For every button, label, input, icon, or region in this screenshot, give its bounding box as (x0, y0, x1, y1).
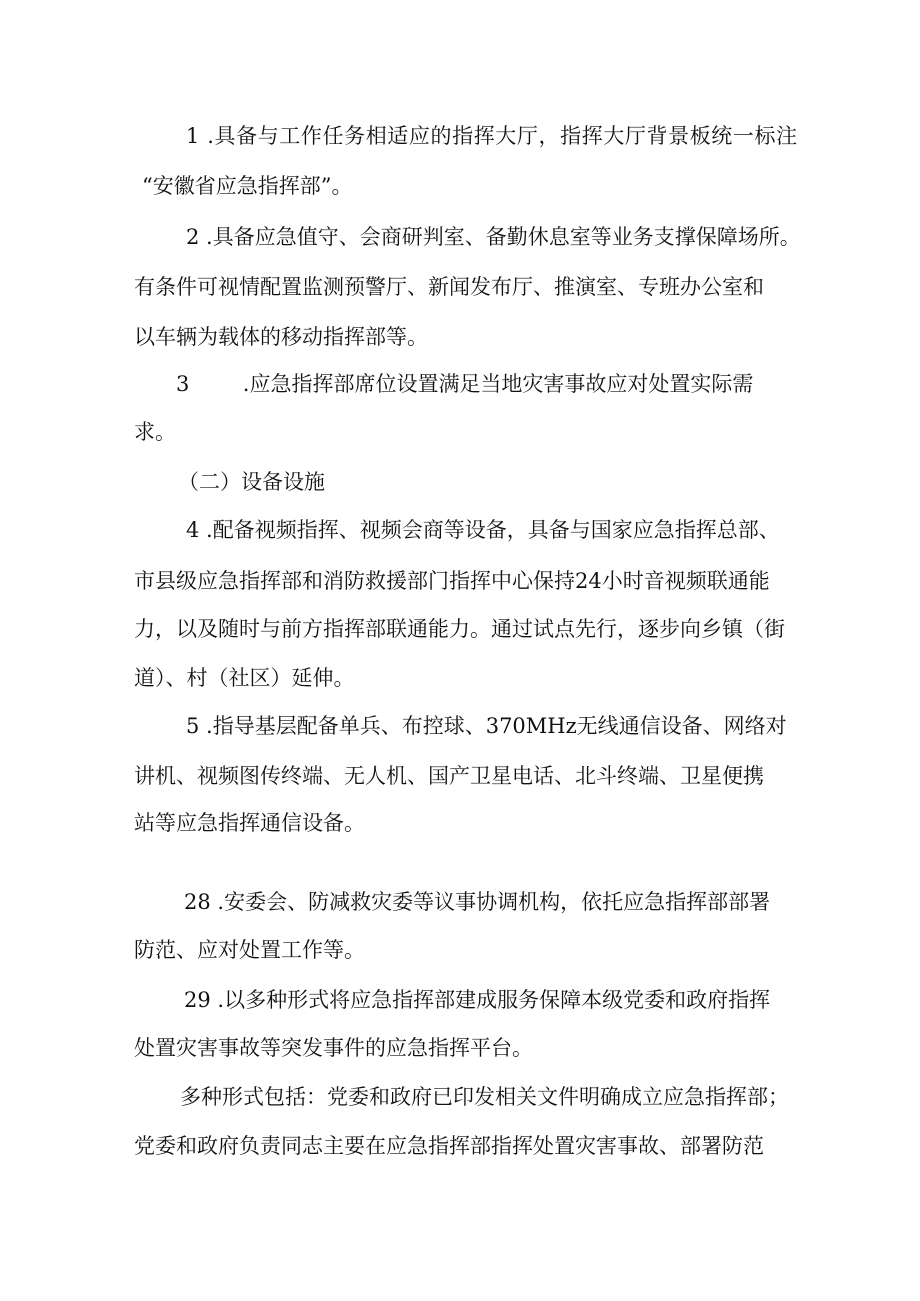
text-line-9: 4 .配备视频指挥、视频会商等设备，具备与国家应急指挥总部、 (186, 518, 780, 542)
text-line-17: 防范、应对处置工作等。 (134, 938, 365, 962)
text-line-21: 党委和政府负责同志主要在应急指挥部指挥处置灾害事故、部署防范 (134, 1134, 764, 1158)
text-line-13: 5 .指导基层配备单兵、布控球、370MHz无线通信设备、网络对 (186, 714, 787, 738)
text-line-18: 29 .以多种形式将应急指挥部建成服务保障本级党委和政府指挥 (184, 988, 771, 1012)
text-line-4: 有条件可视情配置监测预警厅、新闻发布厅、推演室、专班办公室和 (134, 275, 764, 299)
text-line-1: 1 .具备与工作任务相适应的指挥大厅，指挥大厅背景板统一标注 (186, 124, 798, 148)
text-line-14: 讲机、视频图传终端、无人机、国产卫星电话、北斗终端、卫星便携 (134, 764, 764, 788)
text-line-7: 求。 (134, 420, 176, 444)
text-line-19: 处置灾害事故等突发事件的应急指挥平台。 (134, 1036, 533, 1060)
text-line-16: 28 .安委会、防减救灾委等议事协调机构，依托应急指挥部部署 (184, 890, 771, 914)
text-line-10: 市县级应急指挥部和消防救援部门指挥中心保持24小时音视频联通能 (134, 569, 770, 593)
section-heading: （二）设备设施 (178, 470, 325, 494)
text-line-2: “安徽省应急指挥部”。 (142, 174, 353, 198)
text-line-5: 以车辆为载体的移动指挥部等。 (134, 325, 428, 349)
text-line-6: 3 .应急指挥部席位设置满足当地灾害事故应对处置实际需 (176, 372, 754, 396)
text-line-12: 道）、村（社区）延伸。 (134, 666, 355, 690)
text-line-20: 多种形式包括：党委和政府已印发相关文件明确成立应急指挥部； (180, 1085, 789, 1109)
text-line-3: 2 .具备应急值守、会商研判室、备勤休息室等业务支撑保障场所。 (186, 225, 801, 249)
text-line-11: 力，以及随时与前方指挥部联通能力。通过试点先行，逐步向乡镇（街 (134, 617, 785, 641)
text-line-15: 站等应急指挥通信设备。 (134, 811, 365, 835)
